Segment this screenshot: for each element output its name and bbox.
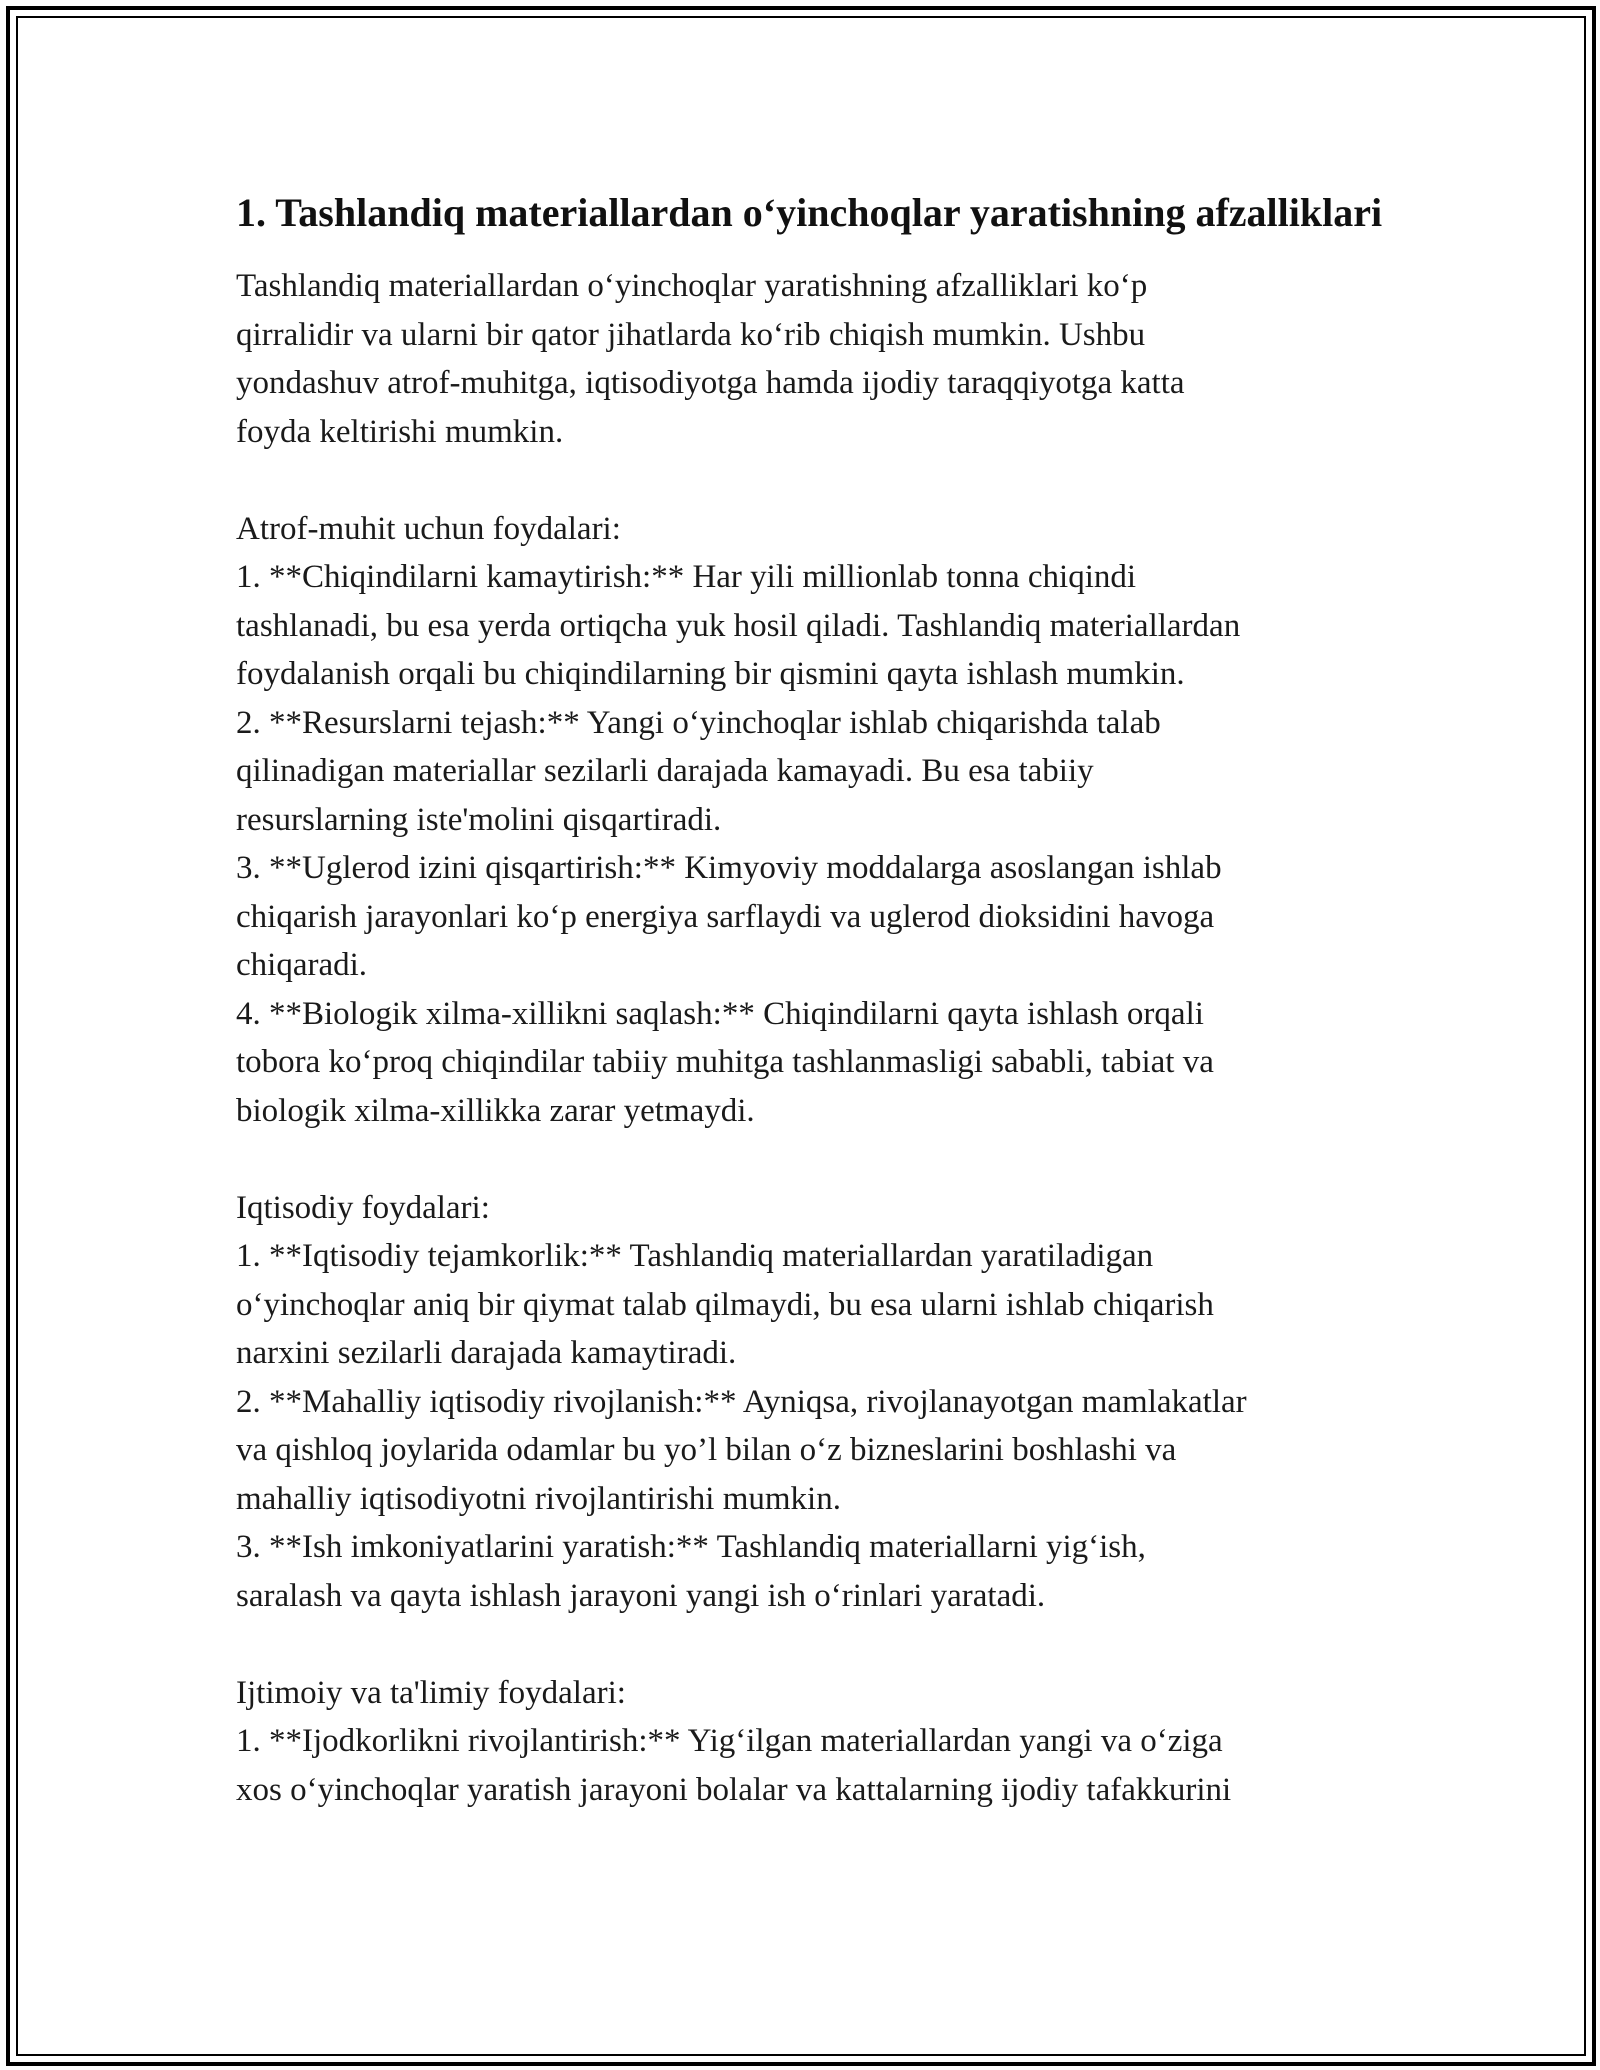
document-body [236, 185, 1386, 1814]
list-item: 3. **Uglerod izini qisqartirish:** Kimyoviy moddalarga asoslangan ishlab chiqarish jarayonlari ko‘p energiya sarflaydi va uglerod dioksidini havoga chiqaradi. [236, 850, 1222, 983]
section-title-social: Ijtimoiy va ta'limiy foydalari: [236, 1674, 626, 1711]
list-item: 2. **Mahalliy iqtisodiy rivojlanish:** Ayniqsa, rivojlanayotgan mamlakatlar va qishloq joylarida odamlar bu yo’l bilan o‘z bizneslarini boshlashi va mahalliy iqtisodiyotni rivojlantirishi mumkin. [236, 1383, 1247, 1517]
section-title-economic: Iqtisodiy foydalari: [236, 1189, 490, 1226]
list-item: 1. **Chiqindilarni kamaytirish:** Har yili millionlab tonna chiqindi tashlanadi, bu esa yerda ortiqcha yuk hosil qiladi. Tashlandiq materiallardan foydalanish orqali bu chiqindilarning bir qismini qayta ishlash mumkin. [236, 559, 1241, 692]
list-item: 1. **Iqtisodiy tejamkorlik:** Tashlandiq materiallardan yaratiladigan o‘yinchoqlar aniq bir qiymat talab qilmaydi, bu esa ularni ishlab chiqarish narxini sezilarli darajada kamaytiradi. [236, 1238, 1214, 1371]
paragraph-gap [236, 1135, 1386, 1184]
section-heading: 1. Tashlandiq materiallardan o‘yinchoqlar yaratishning afzalliklari [236, 190, 1383, 235]
list-item: 2. **Resurslarni tejash:** Yangi o‘yinchoqlar ishlab chiqarishda talab qilinadigan materiallar sezilarli darajada kamayadi. Bu esa tabiiy resurslarning iste'molini qisqartiradi. [236, 704, 1161, 838]
section-title-environment: Atrof-muhit uchun foydalari: [236, 510, 621, 547]
intro-paragraph: Tashlandiq materiallardan o‘yinchoqlar yaratishning afzalliklari ko‘p qirralidir va ularni bir qator jihatlarda ko‘rib chiqish mumkin. Ushbu yondashuv atrof-muhitga, iqtisodiyotga hamda ijodiy taraqqiyotga katta foyda keltirishi mumkin. [236, 268, 1185, 450]
list-item: 4. **Biologik xilma-xillikni saqlash:** Chiqindilarni qayta ishlash orqali tobora ko‘proq chiqindilar tabiiy muhitga tashlanmasligi sababli, tabiat va biologik xilma-xillikka zarar yetmaydi. [236, 995, 1214, 1129]
list-item: 1. **Ijodkorlikni rivojlantirish:** Yig‘ilgan materiallardan yangi va o‘ziga xos o‘yinchoqlar yaratish jarayoni bolalar va kattalarning ijodiy tafakkurini [236, 1723, 1232, 1808]
list-item: 3. **Ish imkoniyatlarini yaratish:** Tashlandiq materiallarni yig‘ish, saralash va qayta ishlash jarayoni yangi ish o‘rinlari yaratadi. [236, 1529, 1146, 1614]
paragraph-gap [236, 1620, 1386, 1669]
paragraph-gap [236, 456, 1386, 505]
